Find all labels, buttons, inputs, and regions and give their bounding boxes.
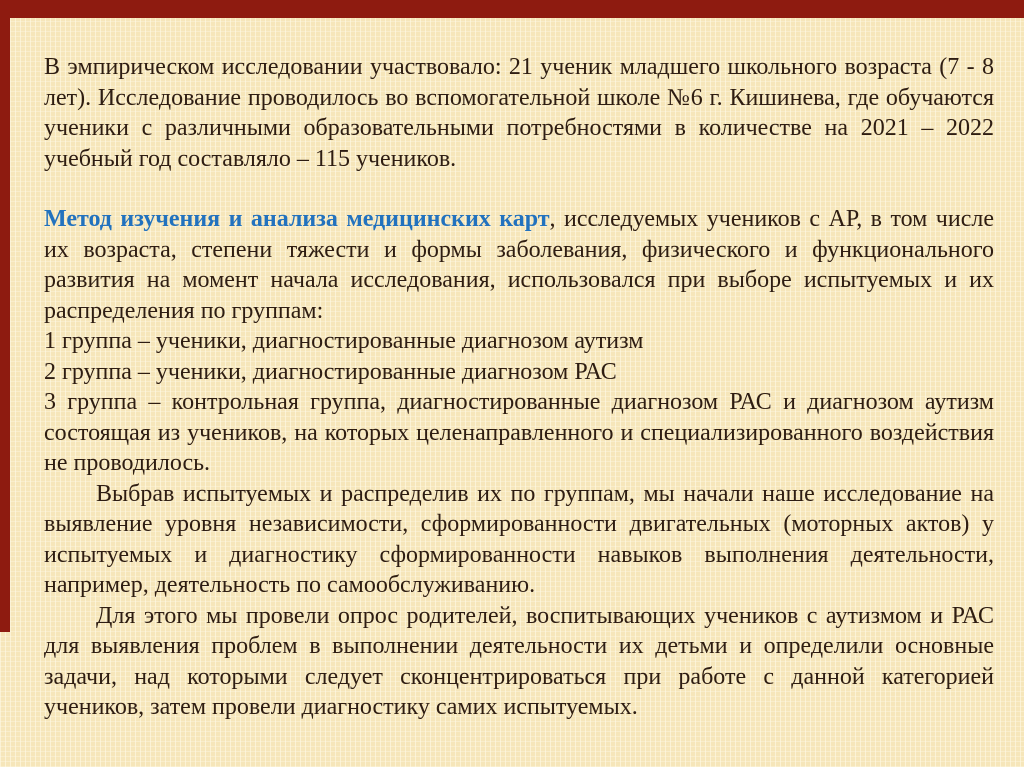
paragraph-method — [44, 204, 994, 326]
method-highlight-text: Метод изучения и анализа медицинских карт — [44, 206, 550, 232]
slide-left-border — [0, 0, 10, 632]
list-item-group-3: 3 группа – контрольная группа, диагностированные диагнозом РАС и диагнозом аутизм состоящая из учеников, на которых целенаправленного и специализированного воздействия не проводилось. — [44, 389, 994, 476]
paragraph-research-start: Выбрав испытуемых и распределив их по группам, мы начали наше исследование на выявление уровня независимости, сформированности двигательных (моторных актов) у испытуемых и диагностику сформированности навыков выполнения деятельности, например, деятельность по самообслуживанию. — [44, 480, 994, 598]
paragraph-parent-survey: Для этого мы провели опрос родителей, воспитывающих учеников с аутизмом и РАС для выявления проблем в выполнении деятельности их детьми и определили основные задачи, над которыми следует сконцентрироваться при работе с данной категорией учеников, затем провели диагностику самих испытуемых. — [44, 602, 994, 720]
method-rest-text: , исследуемых учеников с АР, в том числе их возраста, степени тяжести и формы заболевания, физического и функционального развития на момент начала исследования, использовался при выборе испытуемых и их распределения по группам: — [44, 206, 994, 324]
list-item-group-1: 1 группа – ученики, диагностированные диагнозом аутизм — [44, 328, 644, 354]
slide-top-border — [0, 0, 1024, 18]
slide-text-block — [44, 52, 994, 723]
paragraph-empirical-study: В эмпирическом исследовании участвовало: 21 ученик младшего школьного возраста (7 - 8 лет). Исследование проводилось во вспомогательной школе №6 г. Кишинева, где обучаются ученики с различными образовательными потребностями в количестве на 2021 – 2022 учебный год составляло – 115 учеников. — [44, 54, 994, 172]
list-item-group-2: 2 группа – ученики, диагностированные диагнозом РАС — [44, 358, 617, 385]
